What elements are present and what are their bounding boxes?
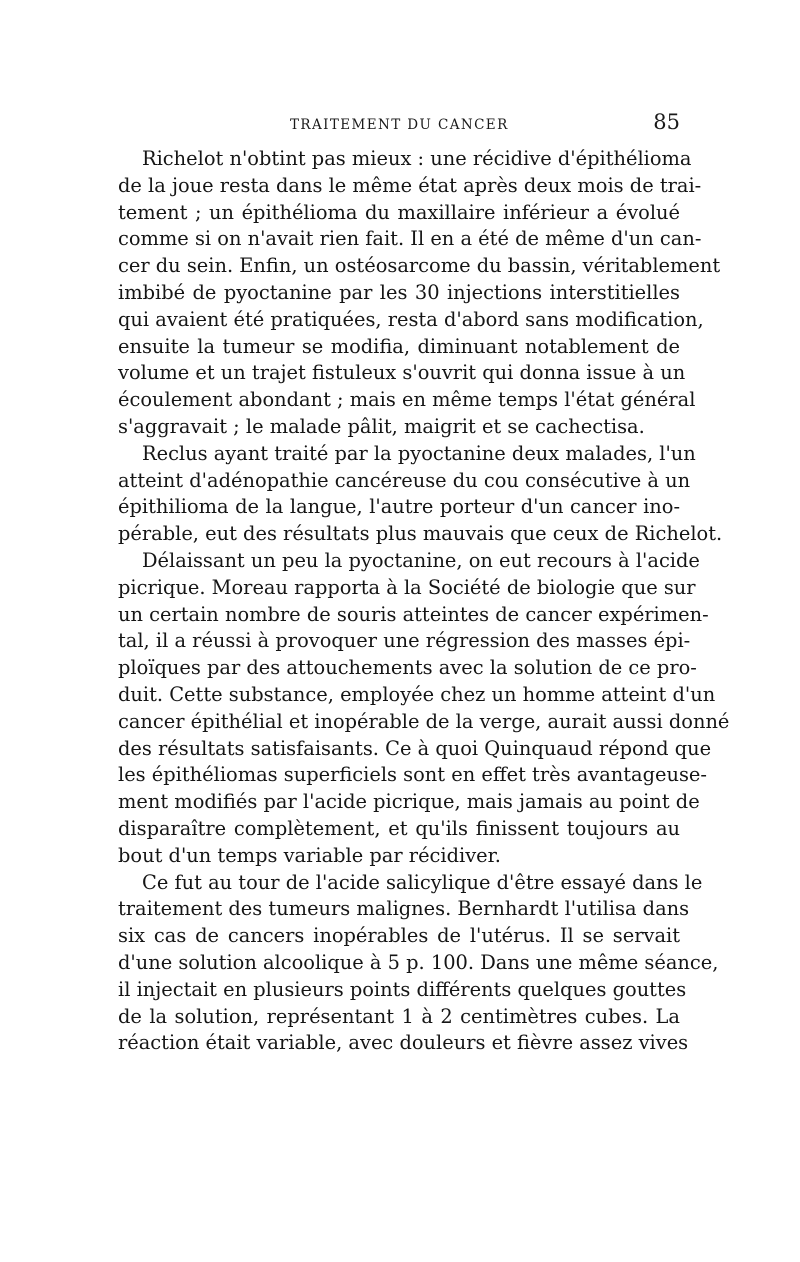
text-line: cer du sein. Enfin, un ostéosarcome du bassin, véritablement <box>118 254 721 278</box>
text-line: d'une solution alcoolique à 5 p. 100. Dans une même séance, <box>118 950 719 974</box>
text-line: picrique. Moreau rapporta à la Société de biologie que sur <box>118 575 696 599</box>
running-title: TRAITEMENT DU CANCER <box>290 117 509 133</box>
text-line: six cas de cancers inopérables de l'utérus. Il se servait <box>118 924 680 948</box>
text-line: Richelot n'obtint pas mieux : une récidive d'épithélioma <box>142 147 692 170</box>
text-line: Ce fut au tour de l'acide salicylique d'être essayé dans le <box>142 870 703 894</box>
text-line: ploïques par des attouchements avec la solution de ce pro- <box>118 656 697 680</box>
text-line: il injectait en plusieurs points différents quelques gouttes <box>118 977 687 1001</box>
text-line: imbibé de pyoctanine par les 30 injections interstitielles <box>118 280 680 304</box>
text-line: duit. Cette substance, employée chez un homme atteint d'un <box>118 682 716 706</box>
text-line: ment modifiés par l'acide picrique, mais jamais au point de <box>118 790 700 814</box>
text-line: les épithéliomas superficiels sont en effet très avantageuse- <box>118 763 707 787</box>
text-line: Délaissant un peu la pyoctanine, on eut recours à l'acide <box>142 548 700 572</box>
text-line: épithilioma de la langue, l'autre porteur d'un cancer ino- <box>118 495 680 519</box>
text-line: traitement des tumeurs malignes. Bernhardt l'utilisa dans <box>118 897 690 921</box>
text-line: pérable, eut des résultats plus mauvais que ceux de Richelot. <box>118 522 723 546</box>
text-line: volume et un trajet fistuleux s'ouvrit qui donna issue à un <box>118 361 686 385</box>
page-number: 85 <box>653 110 680 134</box>
text-line: qui avaient été pratiquées, resta d'abord sans modification, <box>118 307 704 331</box>
text-line: s'aggravait ; le malade pâlit, maigrit et se cachectisa. <box>118 414 645 438</box>
text-line: comme si on n'avait rien fait. Il en a été de même d'un can- <box>118 227 702 251</box>
text-line: de la solution, représentant 1 à 2 centimètres cubes. La <box>118 1004 680 1028</box>
text-line: tal, il a réussi à provoquer une régression des masses épi- <box>118 629 691 653</box>
text-line: écoulement abondant ; mais en même temps l'état général <box>118 388 696 412</box>
body-text <box>118 146 730 1057</box>
text-line: cancer épithélial et inopérable de la verge, aurait aussi donné <box>118 709 730 733</box>
text-line: tement ; un épithélioma du maxillaire inférieur a évolué <box>118 200 680 224</box>
text-line: Reclus ayant traité par la pyoctanine deux malades, l'un <box>142 441 696 465</box>
text-line: disparaître complètement, et qu'ils finissent toujours au <box>118 816 680 840</box>
text-line: ensuite la tumeur se modifia, diminuant notablement de <box>118 334 680 358</box>
text-line: atteint d'adénopathie cancéreuse du cou consécutive à un <box>118 468 691 492</box>
text-line: réaction était variable, avec douleurs et fièvre assez vives <box>118 1031 689 1055</box>
running-head <box>118 110 680 137</box>
text-line: bout d'un temps variable par récidiver. <box>118 843 501 867</box>
text-line: de la joue resta dans le même état après deux mois de trai- <box>118 173 702 197</box>
text-line: un certain nombre de souris atteintes de cancer expérimen- <box>118 602 709 626</box>
text-line: des résultats satisfaisants. Ce à quoi Quinquaud répond que <box>118 736 712 760</box>
